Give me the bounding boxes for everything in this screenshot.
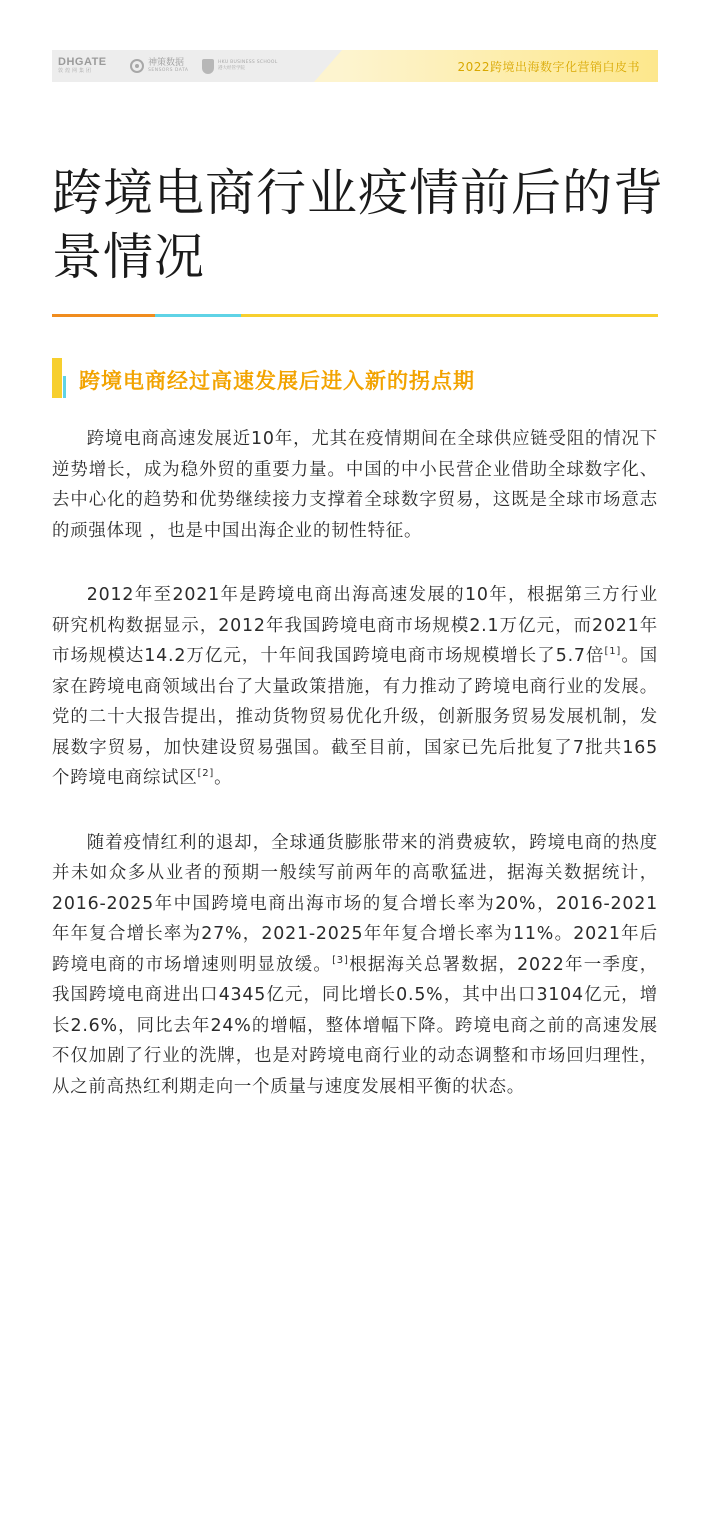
paragraph-3-text-a: 随着疫情红利的退却，全球通货膨胀带来的消费疲软，跨境电商的热度并未如众多从业者的预期一般续写前两年的高歌猛进，据海关数据统计，2016-2025年中国跨境电商出海市场的复合增长率为20%，2016-2021年年复合增长率为27%，2021-2025年年复合增长率为11%。2021年后跨境电商的市场增速则明显放缓。 [52,832,658,975]
paragraph-2-text-c: 。 [214,768,233,788]
hku-logo-en: HKU BUSINESS SCHOOL [218,60,278,66]
hku-logo-text [218,60,278,72]
sensors-data-logo [130,56,188,76]
title-underline-cyan [155,314,241,317]
sensors-data-logo-cn: 神策数据 [148,58,185,68]
header-title-band [342,50,658,82]
hku-crest-icon [202,59,214,74]
sensors-data-logo-text [148,58,188,74]
header-report-title: 2022跨境出海数字化营销白皮书 [457,60,640,74]
paragraph-3 [52,828,658,1103]
footnote-ref-2: [2] [197,768,215,780]
section-marker-yellow [52,358,62,398]
paragraph-1-text: 跨境电商高速发展近10年，尤其在疫情期间在全球供应链受阻的情况下逆势增长，成为稳外贸的重要力量。中国的中小民营企业借助全球数字化、去中心化的趋势和优势继续接力支撑着全球数字贸易，这既是全球市场意志的顽强体现 ，也是中国出海企业的韧性特征。 [52,429,658,541]
title-underline-orange [52,314,155,317]
title-underline [52,314,658,317]
paragraph-2-text-b: 。国家在跨境电商领域出台了大量政策措施，有力推动了跨境电商行业的发展。党的二十大报告提出，推动货物贸易优化升级，创新服务贸易发展机制，发展数字贸易，加快建设贸易强国。截至目前，国家已先后批复了7批共165个跨境电商综试区 [52,646,658,788]
paragraph-1 [52,424,658,546]
title-underline-yellow [241,314,658,317]
footnote-ref-1: [1] [604,646,622,658]
section-heading-text: 跨境电商经过高速发展后进入新的拐点期 [79,369,475,393]
page-header [52,50,658,82]
section-marker-cyan [63,376,66,398]
paragraph-2 [52,580,658,794]
dhgate-logo-subtext: 敦煌网集团 [58,68,94,74]
hku-business-school-logo [202,56,278,76]
sensors-data-logo-icon [130,59,144,73]
body-text [52,424,658,1136]
sensors-data-logo-en: SENSORS DATA [148,68,189,73]
page-title: 跨境电商行业疫情前后的背景情况 [52,164,664,286]
paragraph-3-text-b: 根据海关总署数据，2022年一季度，我国跨境电商进出口4345亿元，同比增长0.5%，其中出口3104亿元，增长2.6%，同比去年24%的增幅，整体增幅下降。跨境电商之前的高速发展不仅加剧了行业的洗牌，也是对跨境电商行业的动态调整和市场回归理性，从之前高热红利期走向一个质量与速度发展相平衡的状态。 [52,954,658,1097]
dhgate-logo [58,56,107,76]
dhgate-logo-text: DHGATE [58,56,107,68]
section-heading [52,358,658,398]
footnote-ref-3: [3] [332,954,349,966]
paragraph-2-text-a: 2012年至2021年是跨境电商出海高速发展的10年，根据第三方行业研究机构数据显示，2012年我国跨境电商市场规模2.1万亿元，而2021年市场规模达14.2万亿元，十年间我国跨境电商市场规模增长了5.7倍 [52,585,658,666]
hku-logo-cn: 港大经管学院 [218,65,245,71]
